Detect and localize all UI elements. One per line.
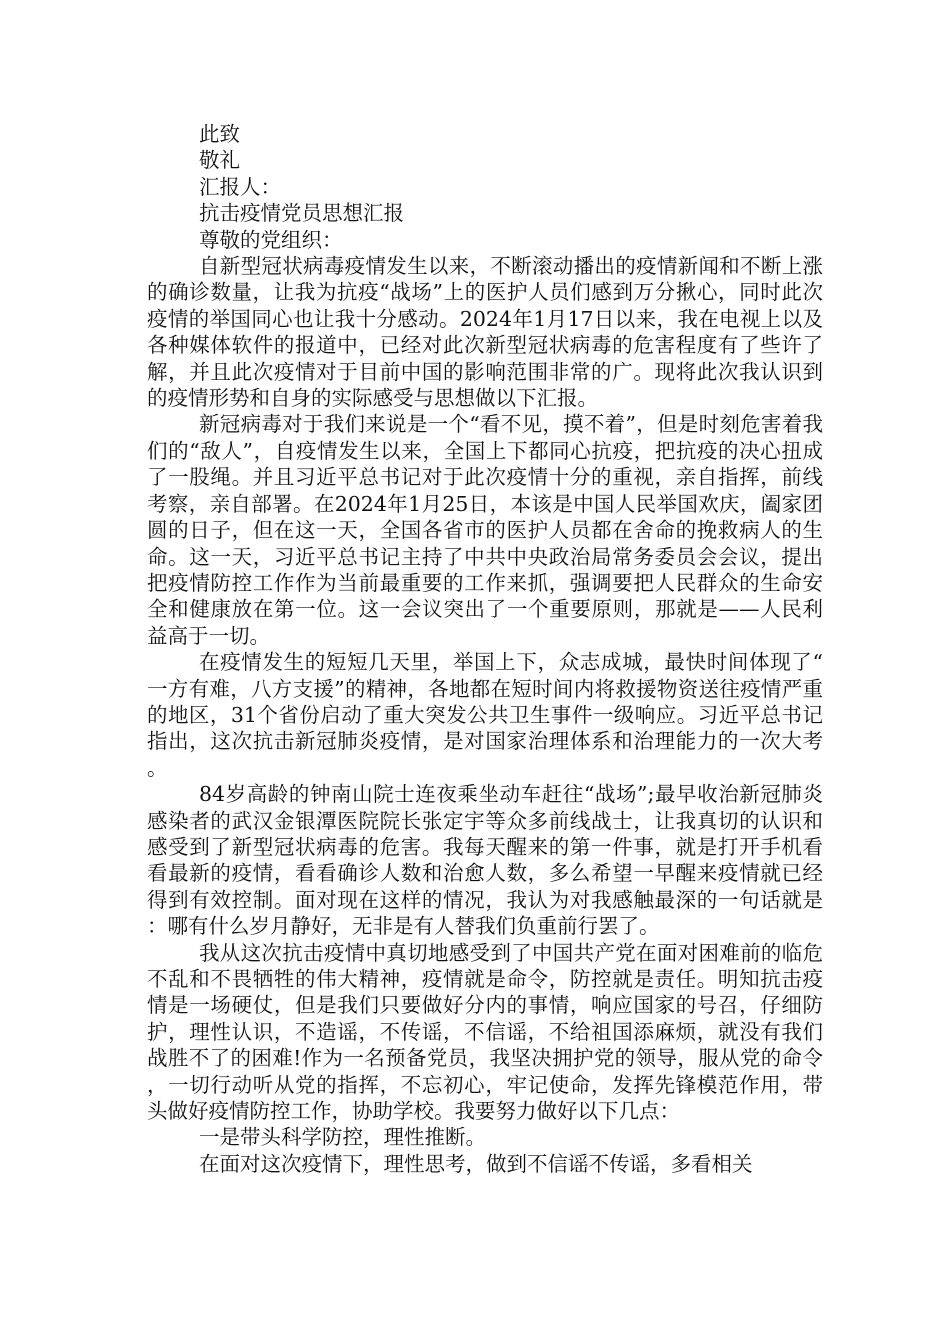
closing-regards: 敬礼 [199,148,240,173]
paragraph-point-one: 一是带头科学防控，理性推断。 [199,1125,486,1150]
document-title: 抗击疫情党员思想汇报 [199,201,404,226]
paragraph-invisible-enemy: 新冠病毒对于我们来说是一个“看不见，摸不着”，但是时刻危害着我们的“敌人”，自疫情发生以来，全国上下都同心抗疫，把抗疫的决心扭成了一股绳。并且习近平总书记对于此次疫情十分的重视，亲自指挥，前线考察，亲自部署。在2024年1月25日，本该是中国人民举国欢庆，阖家团圆的日子，但在这一天，全国各省市的医护人员都在舍命的挽救病人的生命。这一天，习近平总书记主持了中共中央政治局常务委员会会议，提出把疫情防控工作作为当前最重要的工作来抓，强调要把人民群众的生命安全和健康放在第一位。这一会议突出了一个重要原则，那就是——人民利益高于一切。 [147,412,823,648]
paragraph-national-unity: 在疫情发生的短短几天里，举国上下，众志成城，最快时间体现了“一方有难，八方支援”的精神，各地都在短时间内将救援物资送往疫情严重的地区，31个省份启动了重大突发公共卫生事件一级响应。习近平总书记指出，这次抗击新冠肺炎疫情，是对国家治理体系和治理能力的一次大考。 [147,650,823,780]
closing-salutation: 此致 [199,122,240,146]
reporter-label: 汇报人： [199,174,281,199]
document-page [147,121,823,1177]
salutation: 尊敬的党组织： [199,227,343,252]
paragraph-rational-thinking: 在面对这次疫情下，理性思考，做到不信谣不传谣，多看相关 [199,1151,753,1176]
paragraph-frontline-heroes: 84岁高龄的钟南山院士连夜乘坐动车赶往“战场”;最早收治新冠肺炎感染者的武汉金银潭医院院长张定宇等众多前线战士，让我真切的认识和感受到了新型冠状病毒的危害。我每天醒来的第一件事，就是打开手机看看最新的疫情，看看确诊人数和治愈人数，多么希望一早醒来疫情就已经得到有效控制。面对现在这样的情况，我认为对我感触最深的一句话就是：哪有什么岁月静好，无非是有人替我们负重前行罢了。 [147,782,823,939]
paragraph-intro: 自新型冠状病毒疫情发生以来，不断滚动播出的疫情新闻和不断上涨的确诊数量，让我为抗疫“战场”上的医护人员们感到万分揪心，同时此次疫情的举国同心也让我十分感动。2024年1月17日以来，我在电视上以及各种媒体软件的报道中，已经对此次新型冠状病毒的危害程度有了些许了解，并且此次疫情对于目前中国的影响范围非常的广。现将此次我认识到的疫情形势和自身的实际感受与思想做以下汇报。 [147,254,823,411]
paragraph-party-spirit: 我从这次抗击疫情中真切地感受到了中国共产党在面对困难前的临危不乱和不畏牺牲的伟大精神，疫情就是命令，防控就是责任。明知抗击疫情是一场硬仗，但是我们只要做好分内的事情，响应国家的号召，仔细防护，理性认识，不造谣，不传谣，不信谣，不给祖国添麻烦，就没有我们战胜不了的困难!作为一名预备党员，我坚决拥护党的领导，服从党的命令，一切行动听从党的指挥，不忘初心，牢记使命，发挥先锋模范作用，带头做好疫情防控工作，协助学校。我要努力做好以下几点： [147,940,823,1124]
